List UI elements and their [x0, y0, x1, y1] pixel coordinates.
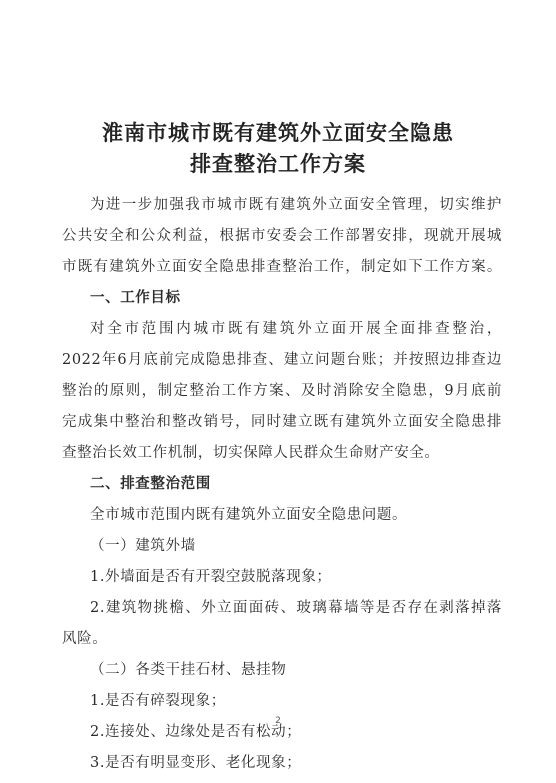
- subsection-1-item-2-line-1: 2.建筑物挑檐、外立面面砖、玻璃幕墙等是否存在剥落掉落: [90, 600, 502, 616]
- section-2-heading: 二、排查整治范围: [90, 476, 211, 492]
- section-1-line-3: 整治的原则，制定整治工作方案、及时消除安全隐患，9月底前: [62, 383, 502, 399]
- section-1-heading: 一、工作目标: [90, 290, 181, 306]
- page-number: 2: [275, 716, 281, 726]
- section-1-line-2: 2022年6月底前完成隐患排查、建立问题台账；并按照边排查边: [62, 352, 502, 368]
- intro-line-2: 公共安全和公众利益，根据市安委会工作部署安排，现就开展城: [62, 228, 502, 244]
- section-1-line-5: 查整治长效工作机制，切实保障人民群众生命财产安全。: [62, 445, 440, 461]
- intro-line-3: 市既有建筑外立面安全隐患排查整治工作，制定如下工作方案。: [62, 259, 502, 275]
- subsection-2-item-3: 3.是否有明显变形、老化现象；: [90, 755, 302, 771]
- document-title-line-1: 淮南市城市既有建筑外立面安全隐患: [102, 120, 454, 145]
- subsection-1-item-2-line-2: 风险。: [62, 631, 108, 647]
- subsection-2-item-2: 2.连接处、边缘处是否有松动；: [90, 724, 302, 740]
- subsection-2-item-1: 1.是否有碎裂现象；: [90, 693, 226, 709]
- section-1-line-1: 对全市范围内城市既有建筑外立面开展全面排查整治，: [90, 321, 502, 337]
- document-title-line-2: 排查整治工作方案: [190, 151, 366, 176]
- section-2-line-1: 全市城市范围内既有建筑外立面安全隐患问题。: [90, 507, 408, 523]
- subsection-1-heading: （一）建筑外墙: [90, 538, 196, 554]
- subsection-2-heading: （二）各类干挂石材、悬挂物: [90, 662, 287, 678]
- section-1-line-4: 完成集中整治和整改销号，同时建立既有建筑外立面安全隐患排: [62, 414, 502, 430]
- intro-line-1: 为进一步加强我市城市既有建筑外立面安全管理，切实维护: [90, 197, 502, 213]
- subsection-1-item-1: 1.外墙面是否有开裂空鼓脱落现象；: [90, 569, 332, 585]
